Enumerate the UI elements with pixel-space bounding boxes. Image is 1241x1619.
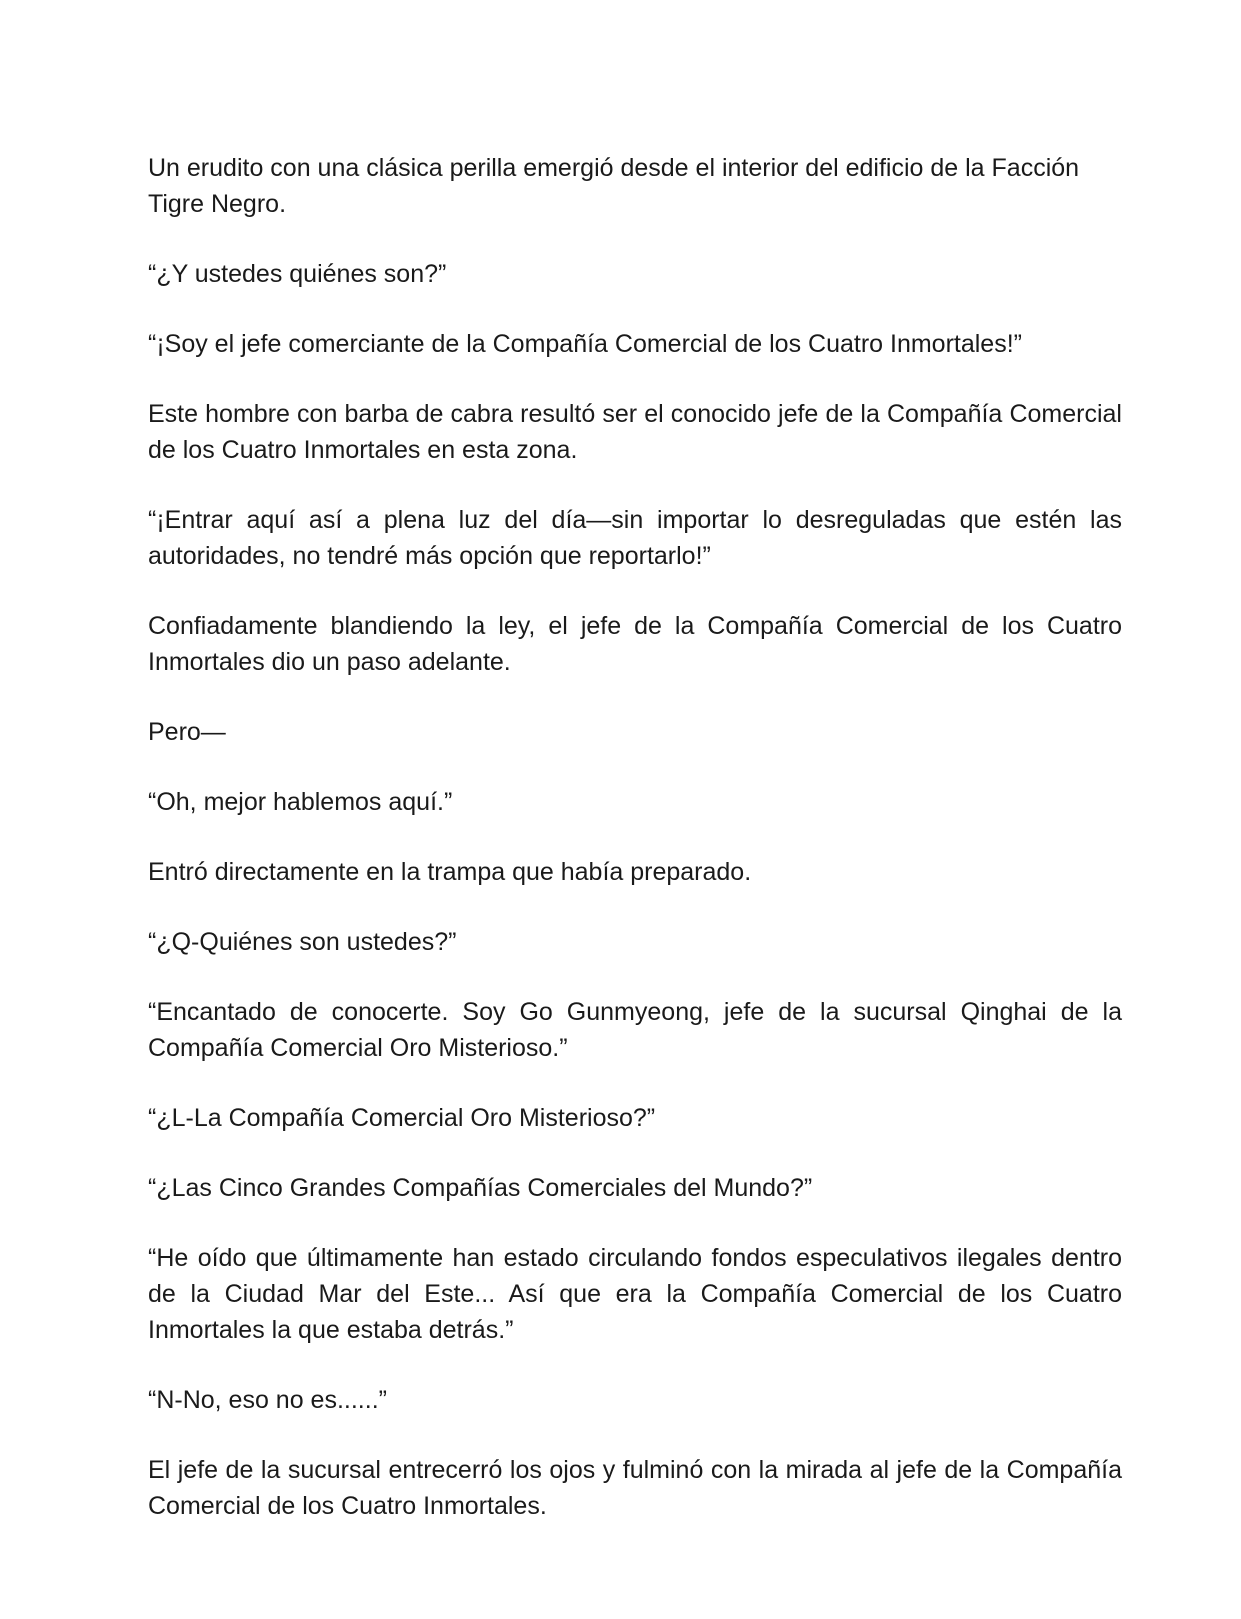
paragraph: “¿Y ustedes quiénes son?” <box>148 260 447 288</box>
paragraph: Este hombre con barba de cabra resultó ser el conocido jefe de la Compañía Comercial de los Cuatro Inmortales en esta zona. <box>148 400 1122 464</box>
paragraph: “Oh, mejor hablemos aquí.” <box>148 788 453 816</box>
paragraph: “¿L-La Compañía Comercial Oro Misterioso?” <box>148 1104 656 1132</box>
paragraph: El jefe de la sucursal entrecerró los ojos y fulminó con la mirada al jefe de la Compañía Comercial de los Cuatro Inmortales. <box>148 1456 1122 1520</box>
document-body <box>148 150 1122 1558</box>
paragraph: “N-No, eso no es......” <box>148 1386 387 1414</box>
paragraph: “¿Las Cinco Grandes Compañías Comerciales del Mundo?” <box>148 1174 813 1202</box>
paragraph: Un erudito con una clásica perilla emergió desde el interior del edificio de la Facción Tigre Negro. <box>148 154 1080 218</box>
paragraph: “He oído que últimamente han estado circulando fondos especulativos ilegales dentro de la Ciudad Mar del Este... Así que era la Compañía Comercial de los Cuatro Inmortales la que estaba detrás.” <box>148 1244 1122 1344</box>
paragraph: “¡Soy el jefe comerciante de la Compañía Comercial de los Cuatro Inmortales!” <box>148 330 1022 358</box>
paragraph: Confiadamente blandiendo la ley, el jefe de la Compañía Comercial de los Cuatro Inmortales dio un paso adelante. <box>148 612 1122 676</box>
paragraph: “¡Entrar aquí así a plena luz del día—sin importar lo desreguladas que estén las autoridades, no tendré más opción que reportarlo!” <box>148 506 1122 570</box>
paragraph: Entró directamente en la trampa que había preparado. <box>148 858 752 886</box>
paragraph: “Encantado de conocerte. Soy Go Gunmyeong, jefe de la sucursal Qinghai de la Compañía Comercial Oro Misterioso.” <box>148 998 1122 1062</box>
paragraph: “¿Q-Quiénes son ustedes?” <box>148 928 457 956</box>
paragraph: Pero— <box>148 718 226 746</box>
